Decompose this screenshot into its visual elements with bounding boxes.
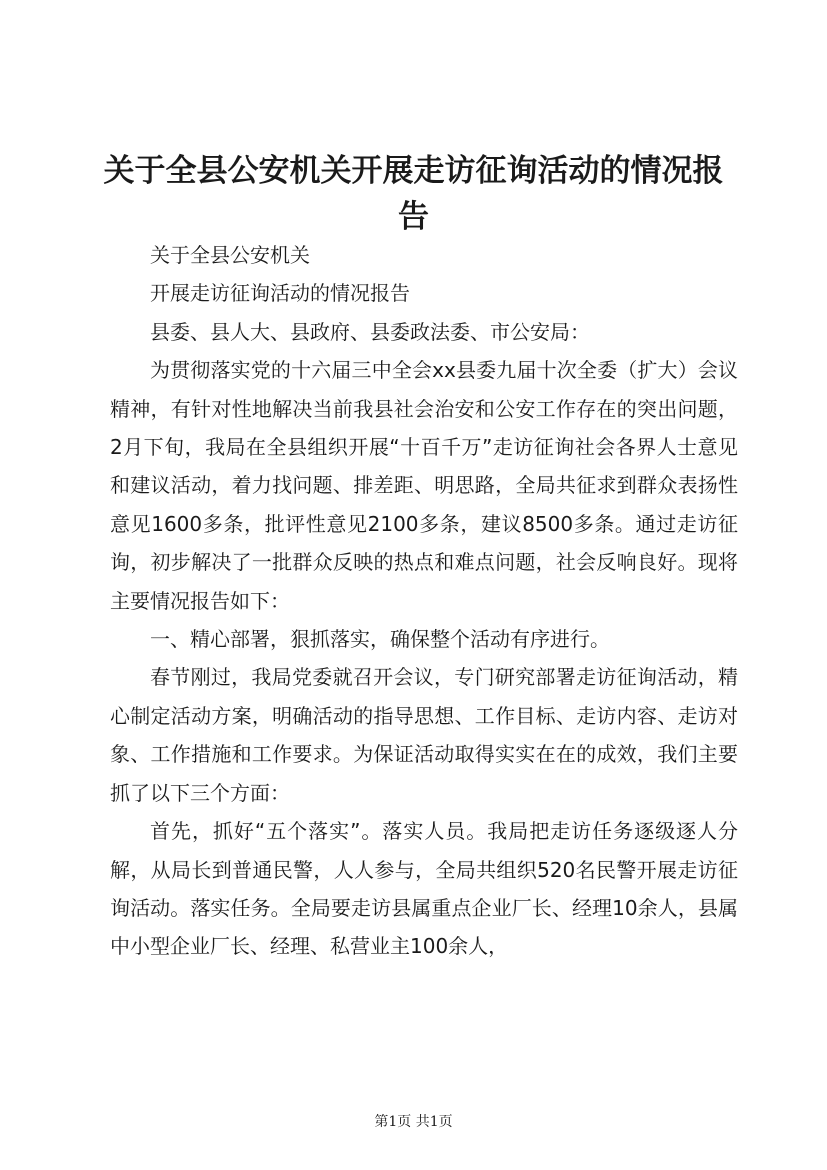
- paragraph: 开展走访征询活动的情况报告: [150, 281, 410, 306]
- paragraph: 县委、县人大、县政府、县委政法委、市公安局：: [150, 319, 590, 344]
- paragraph: 首先，抓好“五个落实”。落实人员。我局把走访任务逐级逐人分解，从局长到普通民警，人人参与，全局共组织520名民警开展走访征询活动。落实任务。全局要走访县属重点企业厂长、经理10余人，县属中小型企业厂长、经理、私营业主100余人，: [110, 819, 738, 959]
- paragraph: 春节刚过，我局党委就召开会议，专门研究部署走访征询活动，精心制定活动方案，明确活动的指导思想、工作目标、走访内容、走访对象、工作措施和工作要求。为保证活动取得实实在在的成效，我们主要抓了以下三个方面：: [110, 665, 738, 805]
- paragraph: 为贯彻落实党的十六届三中全会xx县委九届十次全委（扩大）会议精神，有针对性地解决当前我县社会治安和公安工作存在的突出问题，2月下旬，我局在全县组织开展“十百千万”走访征询社会各界人士意见和建议活动，着力找问题、排差距、明思路，全局共征求到群众表扬性意见1600多条，批评性意见2100多条，建议8500多条。通过走访征询，初步解决了一批群众反映的热点和难点问题，社会反响良好。现将主要情况报告如下：: [110, 358, 738, 613]
- paragraph: 关于全县公安机关: [150, 243, 310, 267]
- document-title: 关于全县公安机关开展走访征询活动的情况报告: [103, 153, 724, 235]
- document-body: [110, 236, 738, 966]
- paragraph: 一、精心部署，狠抓落实，确保整个活动有序进行。: [150, 627, 610, 652]
- page-number-footer: 第1页 共1页: [374, 1114, 453, 1130]
